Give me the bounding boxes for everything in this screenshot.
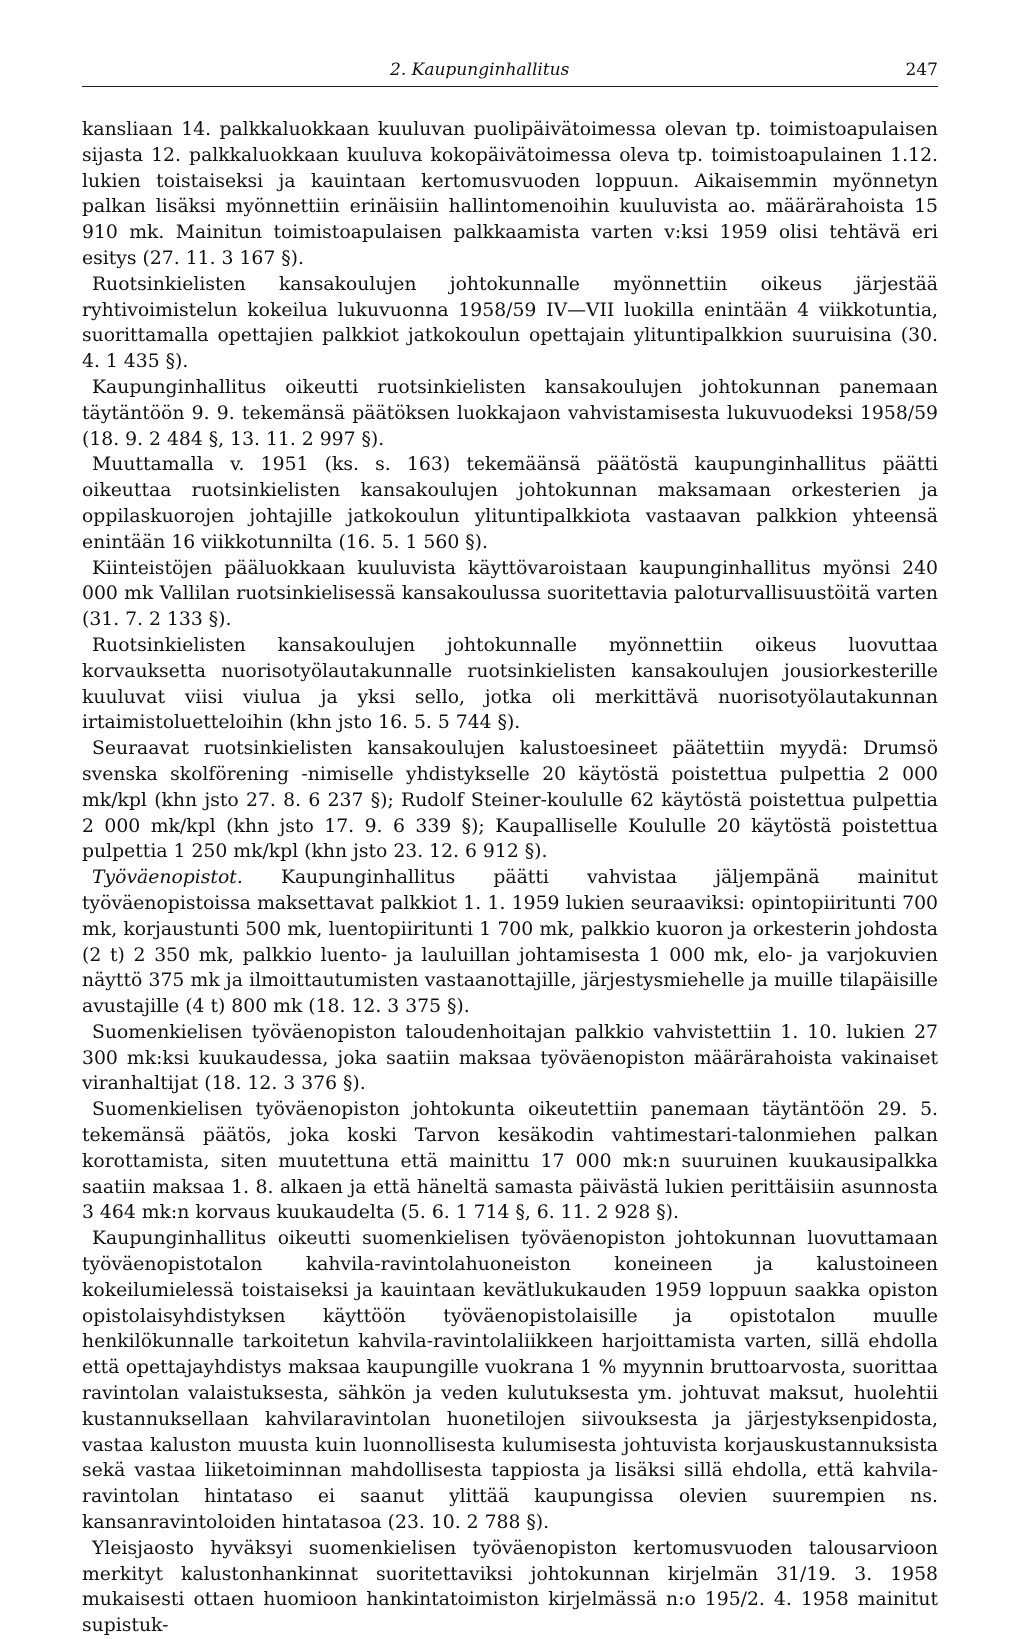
paragraph: Muuttamalla v. 1951 (ks. s. 163) tekemäänsä päätöstä kaupunginhallitus päätti oikeuttaa ruotsinkielisten kansakoulujen johtokunnan maksamaan orkesterien ja oppilaskuorojen johtajille jatkokoulun ylituntipalkkiota vastaavan palkkion yhteensä enintään 16 viikkotunnilta (16. 5. 1 560 §). [82,454,938,553]
section-lead-text: Kaupunginhallitus päätti vahvistaa jäljempänä mainitut työväenopistoissa maksettavat palkkiot 1. 1. 1959 lukien seuraaviksi: opintopiiritunti 700 mk, korjaustunti 500 mk, luentopiiritunti 1 700 mk, palkkio kuoron ja orkesterin johdosta (2 t) 2 350 mk, palkkio luento- ja lauluillan johtamisesta 1 000 mk, elo- ja varjokuvien näyttö 375 mk ja ilmoittautumisten vastaanottajille, järjestysmiehelle ja muille tilapäisille avustajille (4 t) 800 mk (18. 12. 3 375 §). [82,867,938,1018]
running-header [82,58,938,87]
paragraph: Ruotsinkielisten kansakoulujen johtokunnalle myönnettiin oikeus järjestää ryhtivoimistelun kokeilua lukuvuonna 1958/59 IV—VII luokilla enintään 4 viikkotuntia, suorittamalla opettajien palkkiot jatkokoulun opettajain ylituntipalkkion suuruisina (30. 4. 1 435 §). [82,273,938,373]
paragraph: Yleisjaosto hyväksyi suomenkielisen työväenopiston kertomusvuoden talousarvioon merkityt kalustonhankinnat suoritettaviksi johtokunnan kirjelmän 31/19. 3. 1958 mukaisesti ottaen huomioon hankintatoimiston kirjelmässä n:o 195/2. 4. 1958 mainitut supistuk- [82,1537,938,1637]
document-page [82,58,938,1639]
paragraph: Ruotsinkielisten kansakoulujen johtokunnalle myönnettiin oikeus luovuttaa korvauksetta nuorisotyölautakunnalle ruotsinkielisten kansakoulujen jousiorkesterille kuuluvat viisi viulua ja yksi sello, jotka oli merkittävä nuorisotyölautakunnan irtaimistoluetteloihin (khn jsto 16. 5. 5 744 §). [82,634,938,734]
page-number: 247 [905,60,938,80]
paragraph: Suomenkielisen työväenopiston johtokunta oikeutettiin panemaan täytäntöön 29. 5. tekemänsä päätös, joka koski Tarvon kesäkodin vahtimestari-talonmiehen palkan korottamista, siten muutettuna että mainittu 17 000 mk:n suuruinen kuukausipalkka saatiin maksaa 1. 8. alkaen ja että häneltä samasta päivästä lukien perittäisiin asunnosta 3 464 mk:n korvaus kuukaudelta (5. 6. 1 714 §, 6. 11. 2 928 §). [82,1099,938,1224]
paragraph: Kaupunginhallitus oikeutti suomenkielisen työväenopiston johtokunnan luovuttamaan työväenopistotalon kahvila-ravintolahuoneiston koneineen ja kalustoineen kokeilumielessä toistaiseksi ja kauintaan kevätlukukauden 1959 loppuun saakka opiston opistolaisyhdistyksen käyttöön työväenopistolaisille ja opistotalon muulle henkilökunnalle tarkoitetun kahvila-ravintolaliikkeen harjoittamista varten, sillä ehdolla että opettajayhdistys maksaa kaupungille vuokrana 1 % myynnin bruttoarvosta, suorittaa ravintolan valaistuksesta, sähkön ja veden kulutuksesta ym. johtuvat maksut, huolehtii kustannuksellaan kahvilaravintolan huonetilojen siivouksesta ja järjestyksenpidosta, vastaa kaluston muusta kuin luonnollisesta kulumisesta johtuvista korjauskustannuksista sekä vastaa liiketoiminnan mahdollisesta tappiosta ja lisäksi sillä ehdolla, että kahvila-ravintolan hintataso ei saanut ylittää kaupungissa olevien suurempien ns. kansanravintoloiden hintatasoa (23. 10. 2 788 §). [82,1228,938,1534]
paragraph: Suomenkielisen työväenopiston taloudenhoitajan palkkio vahvistettiin 1. 10. lukien 27 300 mk:ksi kuukaudessa, joka saatiin maksaa työväenopiston määrärahoista vakinaiset viranhaltijat (18. 12. 3 376 §). [82,1021,938,1095]
paragraph: Kaupunginhallitus oikeutti ruotsinkielisten kansakoulujen johtokunnan panemaan täytäntöön 9. 9. tekemänsä päätöksen luokkajaon vahvistamisesta lukuvuodeksi 1958/59 (18. 9. 2 484 §, 13. 11. 2 997 §). [82,376,938,450]
paragraph: Kiinteistöjen pääluokkaan kuuluvista käyttövaroistaan kaupunginhallitus myönsi 240 000 mk Vallilan ruotsinkielisessä kansakoulussa suoritettavia paloturvallisuustöitä varten (31. 7. 2 133 §). [82,557,938,631]
paragraph: Seuraavat ruotsinkielisten kansakoulujen kalustoesineet päätettiin myydä: Drumsö svenska skolförening -nimiselle yhdistykselle 20 käytöstä poistettua pulpettia 2 000 mk/kpl (khn jsto 27. 8. 6 237 §); Rudolf Steiner-koululle 62 käytöstä poistettua pulpettia 2 000 mk/kpl (khn jsto 17. 9. 6 339 §); Kaupalliselle Koululle 20 käytöstä poistettua pulpettia 1 250 mk/kpl (khn jsto 23. 12. 6 912 §). [82,738,938,863]
running-title: 2. Kaupunginhallitus [390,60,570,80]
section-lead: Työväenopistot. [92,867,243,889]
paragraph-section-start [82,865,938,1020]
body-text [82,117,938,1639]
paragraph-continued: kansliaan 14. palkkaluokkaan kuuluvan puolipäivätoimessa olevan tp. toimistoapulaisen sijasta 12. palkkaluokkaan kuuluva kokopäivätoimessa oleva tp. toimistoapulainen 1.12. lukien toistaiseksi ja kauintaan kertomusvuoden loppuun. Aikaisemmin myönnetyn palkan lisäksi myönnettiin erinäisiin hallintomenoihin kuuluvista ao. määrärahoista 15 910 mk. Mainitun toimistoapulaisen palkkaamista varten v:ksi 1959 olisi tehtävä eri esitys (27. 11. 3 167 §). [82,119,938,269]
